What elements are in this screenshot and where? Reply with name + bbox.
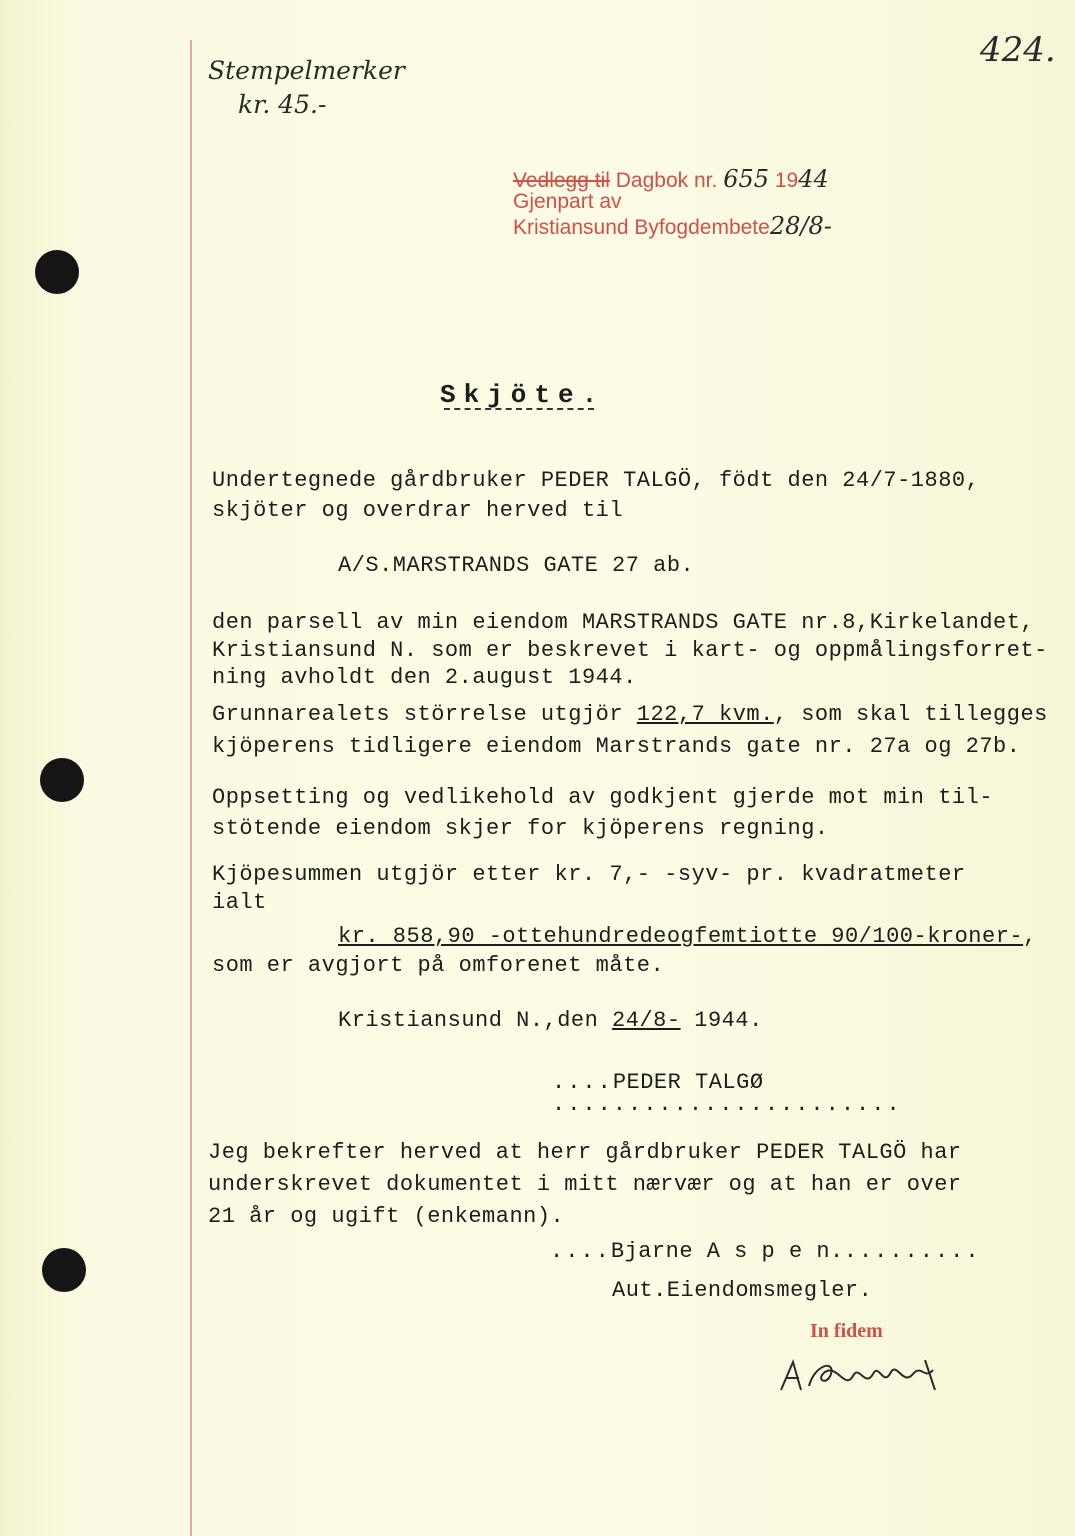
purchase-amount-tail: , — [1023, 924, 1037, 949]
punch-hole — [42, 1248, 86, 1292]
place-date-label: Kristiansund N.,den — [338, 1008, 613, 1033]
purchase-amount-text: kr. 858,90 -ottehundredeogfemtiotte 90/100-kroner- — [338, 924, 1024, 949]
stamp-struck-label: Vedlegg til — [513, 169, 610, 192]
place-date-day: 24/8- — [612, 1008, 681, 1033]
stamp-line2: Gjenpart av — [513, 190, 622, 213]
stamp-line1 — [513, 165, 829, 193]
document-title: Skjöte. — [440, 380, 606, 410]
body-line: skjöter og overdrar herved til — [212, 498, 624, 523]
signature-dots: .... — [552, 1070, 613, 1095]
body-line: ning avholdt den 2.august 1944. — [212, 665, 637, 690]
body-line — [212, 704, 1048, 726]
margin-note-line1: Stempelmerker — [208, 56, 405, 85]
body-line: Kjöpesummen utgjör etter kr. 7,- -syv- pr. kvadratmeter — [212, 862, 966, 887]
stamp-year-suffix: 44 — [798, 165, 829, 193]
page-number: 424. — [980, 30, 1056, 70]
margin-note-line2: kr. 45.- — [238, 90, 327, 119]
place-date — [338, 1010, 763, 1032]
signature-dots: ....................... — [552, 1092, 902, 1117]
stamp-date: 28/8- — [769, 212, 832, 240]
body-line: Oppsetting og vedlikehold av godkjent gjerde mot min til- — [212, 785, 994, 810]
area-tail: , som skal tillegges — [773, 702, 1048, 727]
body-line: Undertegnede gårdbruker PEDER TALGÖ, födt den 24/7-1880, — [212, 468, 980, 493]
purchase-amount — [338, 926, 1037, 948]
body-line: stötende eiendom skjer for kjöperens regning. — [212, 816, 829, 841]
margin-rule — [190, 40, 192, 1536]
stamp-line3 — [513, 212, 832, 240]
body-line: Kristiansund N. som er beskrevet i kart- og oppmålingsforret- — [212, 638, 1048, 663]
title-underline — [444, 408, 594, 410]
seller-signature — [552, 1072, 764, 1094]
witness-line: 21 år og ugift (enkemann). — [208, 1204, 565, 1229]
body-line: kjöperens tidligere eiendom Marstrands gate nr. 27a og 27b. — [212, 734, 1021, 759]
place-date-year: 1944. — [680, 1008, 763, 1033]
stamp-year-prefix: 19 — [774, 169, 799, 192]
stamp-dagbok-label: Dagbok nr. — [615, 169, 718, 192]
buyer-name: A/S.MARSTRANDS GATE 27 ab. — [338, 553, 695, 578]
witness-line: Jeg bekrefter herved at herr gårdbruker PEDER TALGÖ har — [208, 1140, 962, 1165]
witness-title: Aut.Eiendomsmegler. — [612, 1278, 873, 1303]
area-value: 122,7 kvm. — [636, 702, 774, 727]
seller-name: PEDER TALGØ — [612, 1070, 764, 1095]
signature-dots: .... — [550, 1239, 611, 1264]
in-fidem-stamp: In fidem — [810, 1320, 883, 1342]
body-line: som er avgjort på omforenet måte. — [212, 953, 665, 978]
witness-name: Bjarne A s p e n. — [610, 1239, 844, 1264]
witness-line: underskrevet dokumentet i mitt nærvær og at han er over — [208, 1172, 962, 1197]
body-line: den parsell av min eiendom MARSTRANDS GATE nr.8,Kirkelandet, — [212, 610, 1035, 635]
stamp-office: Kristiansund Byfogdembete — [513, 216, 770, 239]
signature-dots: ......... — [843, 1239, 981, 1264]
stamp-dagbok-number: 655 — [723, 165, 769, 193]
witness-signature — [550, 1241, 981, 1263]
handwritten-signature — [775, 1350, 945, 1400]
body-line: ialt — [212, 890, 267, 915]
punch-hole — [40, 758, 84, 802]
area-label: Grunnarealets störrelse utgjör — [212, 702, 637, 727]
punch-hole — [35, 250, 79, 294]
